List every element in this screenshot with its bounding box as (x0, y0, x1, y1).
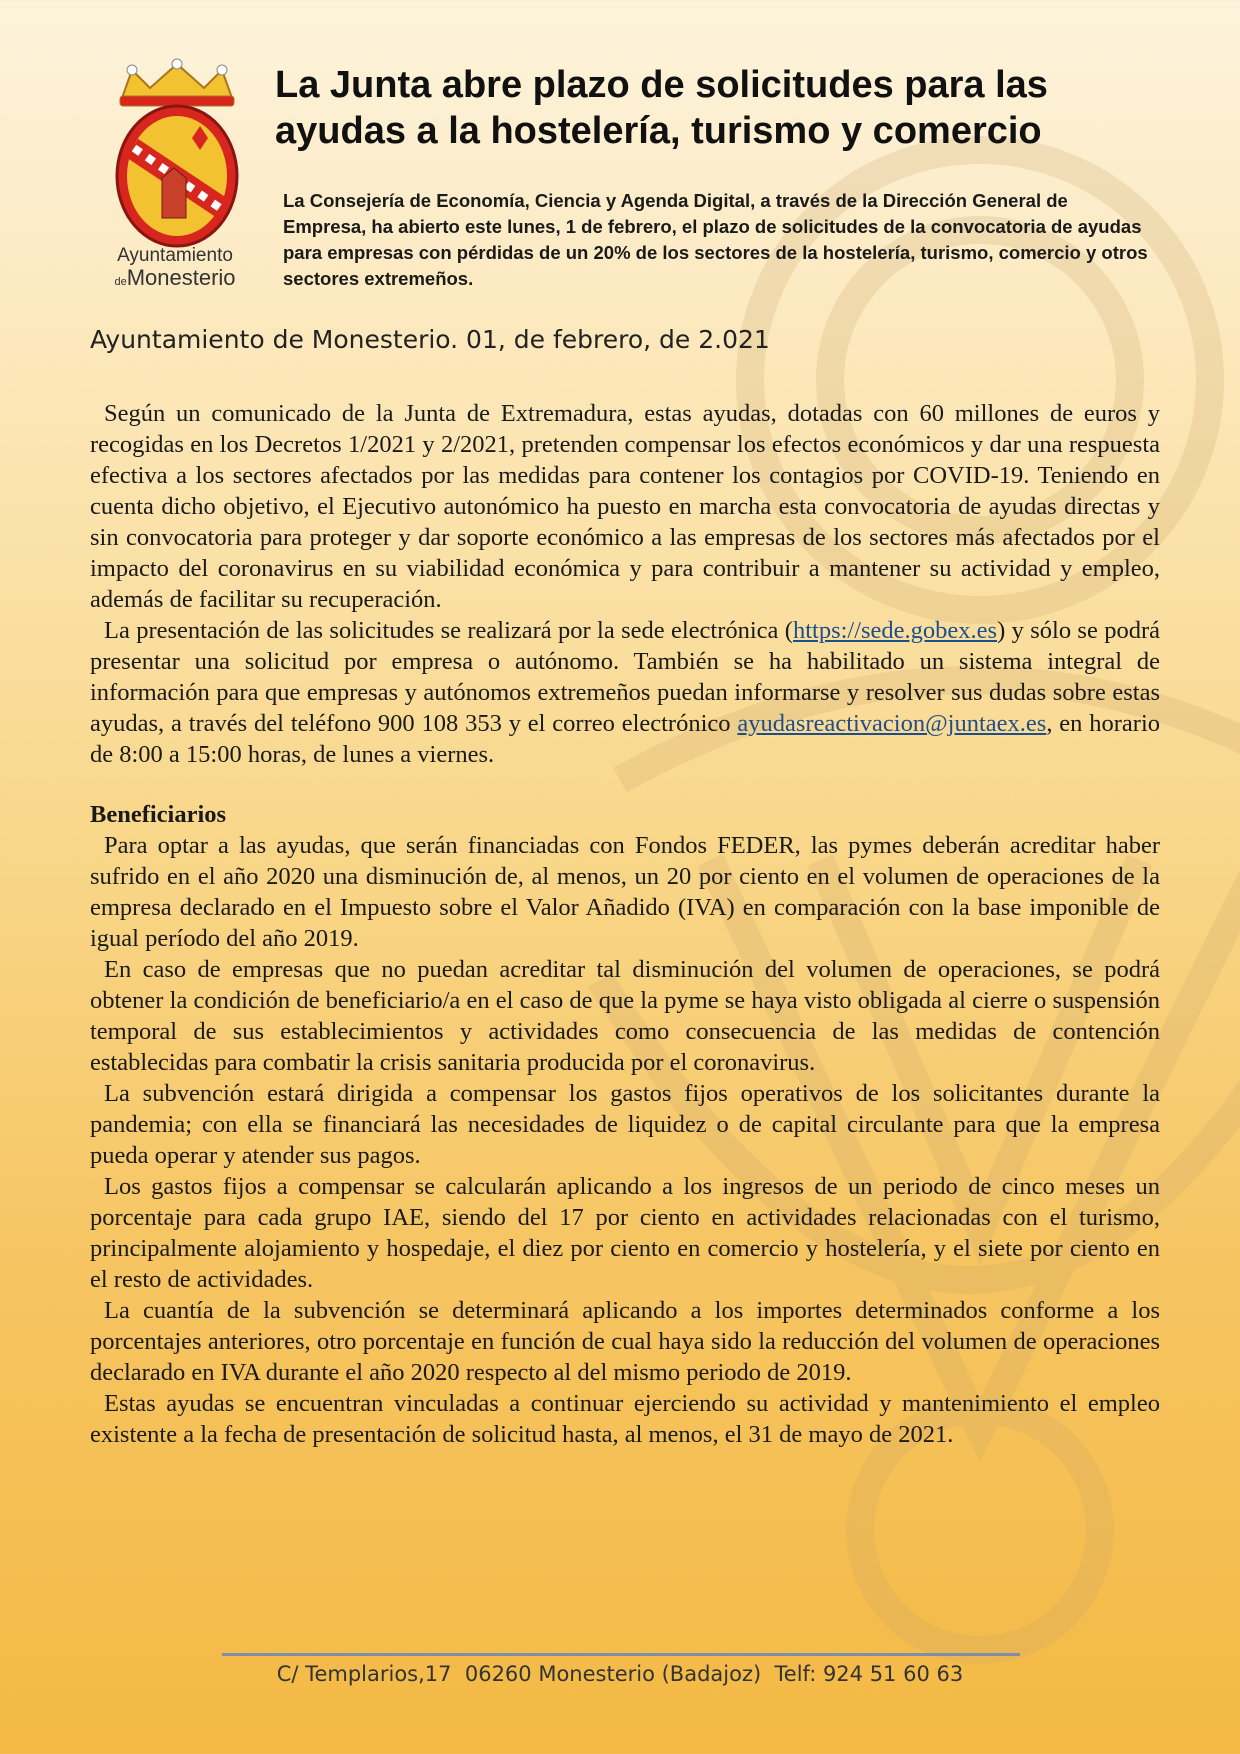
paragraph-2-part-a: La presentación de las solicitudes se realizará por la sede electrónica ( (104, 617, 793, 644)
paragraph-6: Los gastos fijos a compensar se calcularán aplicando a los ingresos de un periodo de cinco meses un porcentaje para cada grupo IAE, siendo del 17 por ciento en actividades relacionadas con el turismo, principalmente alojamiento y hospedaje, el diez por ciento en comercio y hostelería, y el siete por ciento en el resto de actividades. (90, 1173, 1160, 1293)
section-heading-beneficiarios: Beneficiarios (90, 801, 227, 828)
paragraph-5: La subvención estará dirigida a compensar los gastos fijos operativos de los solicitantes durante la pandemia; con ella se financiará las necesidades de liquidez o de capital circulante para que la empresa pueda operar y atender sus pagos. (90, 1080, 1160, 1169)
paragraph-7: La cuantía de la subvención se determinará aplicando a los importes determinados conforme a los porcentajes anteriores, otro porcentaje en función de cual haya sido la reducción del volumen de operaciones declarado en IVA durante el año 2020 respecto al del mismo periodo de 2019. (90, 1297, 1160, 1386)
sede-link[interactable]: https://sede.gobex.es (792, 617, 998, 644)
title-line2: ayudas a la hostelería, turismo y comercio (275, 109, 1042, 152)
paragraph-2-part-c: , en horario de 8:00 a 15:00 horas, de lunes a viernes. (90, 710, 1161, 768)
town-name-line2: Monesterio (126, 264, 236, 290)
paragraph-2-part-b: ) y sólo se podrá presentar una solicitud por empresa o autónomo. También se ha habilitado un sistema integral de información para que empresas y autónomos extremeños puedan informarse y resolver sus dudas sobre estas ayudas, a través del teléfono 900 108 353 y el correo electrónico (90, 617, 1160, 737)
lead-paragraph: La Consejería de Economía, Ciencia y Agenda Digital, a través de la Dirección General de Empresa, ha abierto este lunes, 1 de febrero, el plazo de solicitudes de la convocatoria de ayudas para empresas con pérdidas de un 20% de los sectores de la hostelería, turismo, comercio y otros sectores extremeños. (283, 190, 1148, 289)
town-name (90, 246, 260, 289)
paragraph-1: Según un comunicado de la Junta de Extremadura, estas ayudas, dotadas con 60 millones de euros y recogidas en los Decretos 1/2021 y 2/2021, pretenden compensar los efectos económicos y dar una respuesta efectiva a los sectores afectados por las medidas para contener los contagios por COVID-19. Teniendo en cuenta dicho objetivo, el Ejecutivo autonómico ha puesto en marcha esta convocatoria de ayudas directas y sin convocatoria para proteger y dar soporte económico a las empresas de los sectores más afectados por el impacto del coronavirus en su viabilidad económica y para contribuir a mantener su actividad y empleo, además de facilitar su recuperación. (90, 400, 1160, 613)
paragraph-8: Estas ayudas se encuentran vinculadas a continuar ejerciendo su actividad y mantenimiento el empleo existente a la fecha de presentación de solicitud hasta, al menos, el 31 de mayo de 2021. (90, 1390, 1160, 1448)
title-line1: La Junta abre plazo de solicitudes para las (275, 64, 1048, 106)
article-body (90, 398, 1160, 1450)
paragraph-4: En caso de empresas que no puedan acreditar tal disminución del volumen de operaciones, se podrá obtener la condición de beneficiario/a en el caso de que la pyme se haya visto obligada al cierre o suspensión temporal de sus establecimientos y actividades como consecuencia de las medidas de contención establecidas para combatir la crisis sanitaria producida por el coronavirus. (90, 956, 1160, 1076)
dateline: Ayuntamiento de Monesterio. 01, de febrero, de 2.021 (90, 325, 770, 354)
coat-of-arms-logo (102, 58, 252, 248)
footer-divider (222, 1653, 1020, 1656)
page-title (275, 63, 1155, 154)
email-link[interactable]: ayudasreactivacion@juntaex.es (737, 710, 1047, 737)
paragraph-3: Para optar a las ayudas, que serán financiadas con Fondos FEDER, las pymes deberán acreditar haber sufrido en el año 2020 una disminución de, al menos, un 20 por ciento en el volumen de operaciones de la empresa declarado en el Impuesto sobre el Valor Añadido (IVA) en comparación con la base imponible de igual período del año 2019. (90, 832, 1160, 952)
town-name-de: de (114, 275, 127, 288)
footer-address: C/ Templarios,17 06260 Monesterio (Badajoz) Telf: 924 51 60 63 (276, 1662, 964, 1686)
town-name-line1: Ayuntamiento (117, 245, 233, 266)
paragraph-2 (90, 615, 1160, 770)
page-header (90, 58, 1170, 308)
